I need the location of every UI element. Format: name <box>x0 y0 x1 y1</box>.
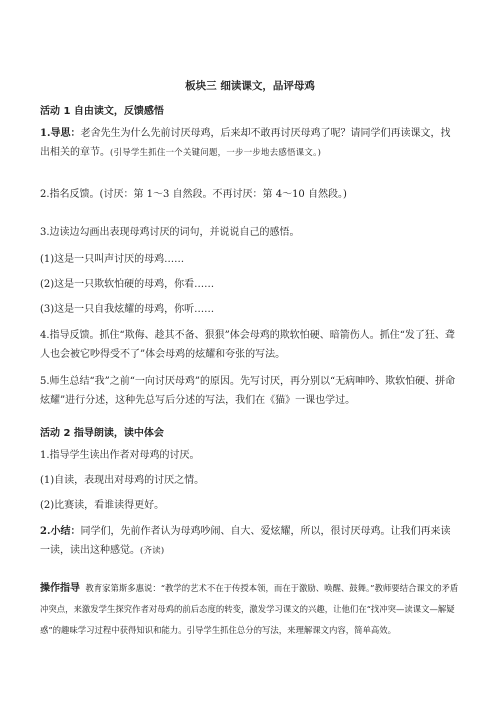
activity1-item-1: (1)这是一只叫声讨厌的母鸡…… <box>40 254 185 265</box>
activity2-heading: 活动 2 指导朗读，读中体会 <box>40 428 164 439</box>
operation-guide-label: 操作指导 <box>40 583 80 594</box>
operation-guide <box>40 578 462 641</box>
activity2-paragraph-1: 1.指导学生读出作者对母鸡的讨厌。 <box>40 450 200 461</box>
activity1-item-3: (3)这是一只自我炫耀的母鸡，你听…… <box>40 304 215 315</box>
activity1-item-2: (2)这是一只欺软怕硬的母鸡，你看…… <box>40 279 215 290</box>
activity1-paragraph-4: 4.指导反馈。抓住“欺侮、趁其不备、狠狠”体会母鸡的欺软怕硬、暗箭伤人。抓住“发了狂、聋人也会被它吵得受不了”体会母鸡的炫耀和夸张的写法。 <box>40 330 455 360</box>
activity2-item-2: (2)比赛读，看谁读得更好。 <box>40 500 165 511</box>
section-title: 板块三 细读课文，品评母鸡 <box>185 80 315 92</box>
guide-question-text: 老舍先生为什么先前讨厌母鸡，后来却不敢再讨厌母鸡了呢？请同学们再读课文，找出相关的章节。 <box>40 128 451 158</box>
operation-guide-text: 教育家第斯多惠说：“教学的艺术不在于传授本领，而在于激励、唤醒、鼓舞。”教师要结合课文的矛盾冲突点，来激发学生探究作者对母鸡的前后态度的转变，激发学习课文的兴趣，让他们在“找冲突—读课文—解疑惑”的趣味学习过程中获得知识和能力。引导学生抓住总分的写法，来理解课文内容，简单高效。 <box>40 583 459 635</box>
summary-note: (齐读) <box>140 545 165 555</box>
guide-question-note: (引导学生抓住一个关键问题，一步一步地去感悟课文。) <box>110 147 322 157</box>
activity1-paragraph-3: 3.边读边勾画出表现母鸡讨厌的词句，并说说自己的感悟。 <box>40 227 300 238</box>
summary-text: 同学们，先前作者认为母鸡吵闹、自大、爱炫耀，所以，很讨厌母鸡。让我们再来读一读，读出这种感觉。 <box>40 526 451 556</box>
summary-label: 2.小结： <box>40 526 81 537</box>
activity1-paragraph-5: 5.师生总结“我”之前“一向讨厌母鸡”的原因。先写讨厌，再分别以“无病呻吟、欺软怕硬、拼命炫耀”进行分述，这种先总写后分述的写法，我们在《猫》一课也学过。 <box>40 376 456 406</box>
activity1-heading: 活动 1 自由读文，反馈感悟 <box>40 106 164 117</box>
guide-question-label: 1.导思： <box>40 128 81 139</box>
activity2-item-1: (1)自读，表现出对母鸡的讨厌之情。 <box>40 475 205 486</box>
activity1-paragraph-2: 2.指名反馈。(讨厌：第 1～3 自然段。不再讨厌：第 4～10 自然段。) <box>40 189 347 200</box>
activity2-paragraph-2 <box>40 522 460 560</box>
activity1-paragraph-1 <box>40 124 460 162</box>
